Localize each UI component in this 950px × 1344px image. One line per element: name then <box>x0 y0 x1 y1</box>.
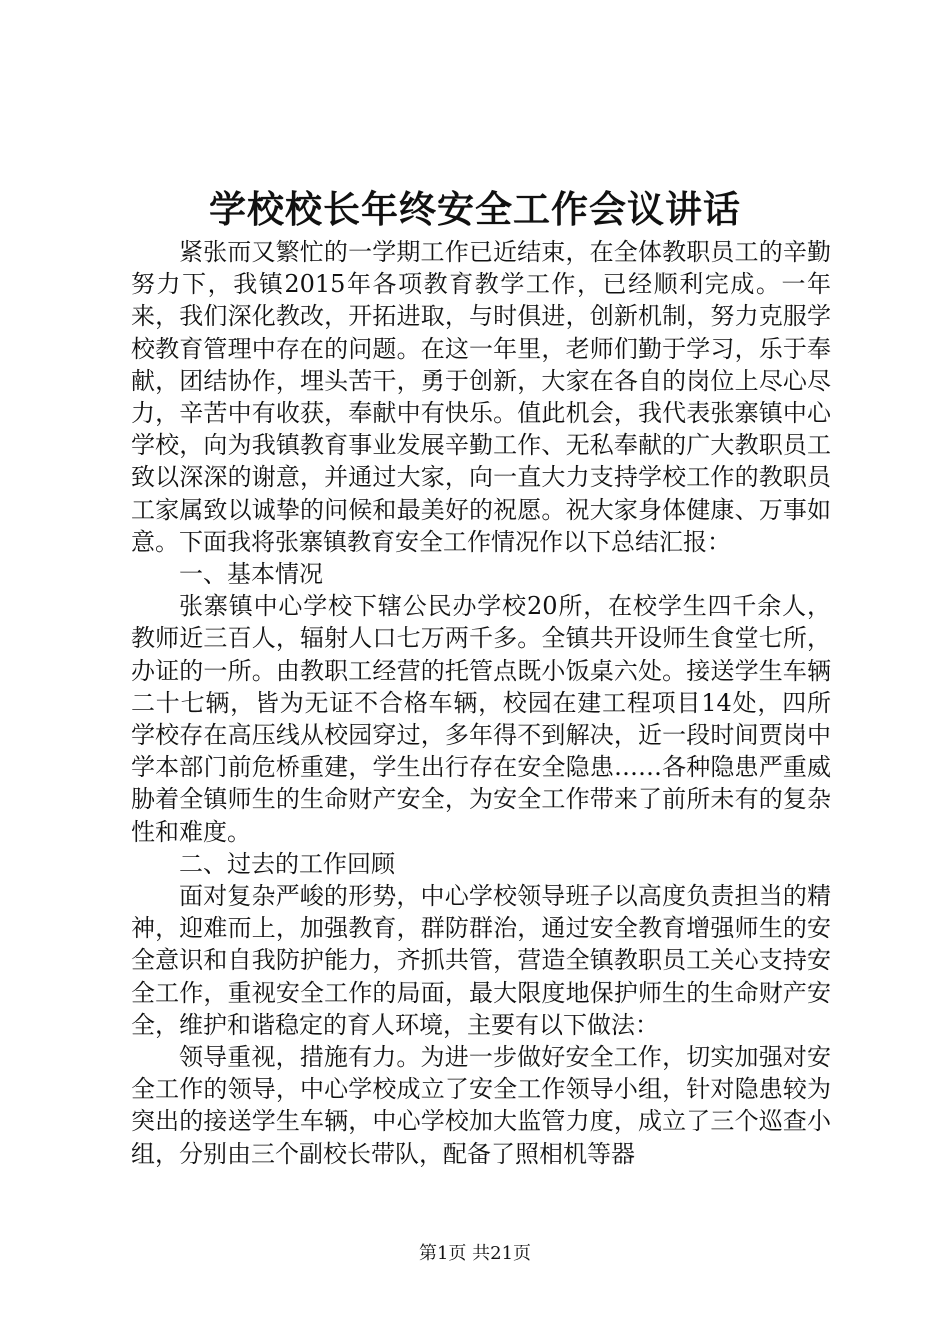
paragraph-basic-situation: 张寨镇中心学校下辖公民办学校20所，在校学生四千余人，教师近三百人，辐射人口七万两千多。全镇共开设师生食堂七所，办证的一所。由教职工经营的托管点既小饭桌六处。接送学生车辆二十七辆，皆为无证不合格车辆，校园在建工程项目14处，四所学校存在高压线从校园穿过，多年得不到解决，近一段时间贾岗中学本部门前危桥重建，学生出行存在安全隐患……各种隐患严重威胁着全镇师生的生命财产安全，为安全工作带来了前所未有的复杂性和难度。 <box>131 592 831 846</box>
section-heading-review: 二、过去的工作回顾 <box>179 849 395 878</box>
paragraph-leadership: 领导重视，措施有力。为进一步做好安全工作，切实加强对安全工作的领导，中心学校成立了安全工作领导小组，针对隐患较为突出的接送学生车辆，中心学校加大监管力度，成立了三个巡查小组，分别由三个副校长带队，配备了照相机等器 <box>131 1043 831 1168</box>
document-body <box>131 236 831 1170</box>
paragraph-intro: 紧张而又繁忙的一学期工作已近结束，在全体教职员工的辛勤努力下，我镇2015年各项教育教学工作，已经顺利完成。一年来，我们深化教改，开拓进取，与时俱进，创新机制，努力克服学校教育管理中存在的问题。在这一年里，老师们勤于学习，乐于奉献，团结协作，埋头苦干，勇于创新，大家在各自的岗位上尽心尽力，辛苦中有收获，奉献中有快乐。值此机会，我代表张寨镇中心学校，向为我镇教育事业发展辛勤工作、无私奉献的广大教职员工致以深深的谢意，并通过大家，向一直大力支持学校工作的教职员工家属致以诚挚的问候和最美好的祝愿。祝大家身体健康、万事如意。下面我将张寨镇教育安全工作情况作以下总结汇报： <box>131 238 831 556</box>
paragraph-review: 面对复杂严峻的形势，中心学校领导班子以高度负责担当的精神，迎难而上，加强教育，群防群治，通过安全教育增强师生的安全意识和自我防护能力，齐抓共管，营造全镇教职员工关心支持安全工作，重视安全工作的局面，最大限度地保护师生的生命财产安全，维护和谐稳定的育人环境，主要有以下做法： <box>131 882 831 1039</box>
document-title: 学校校长年终安全工作会议讲话 <box>209 187 741 231</box>
page-footer: 第1页 共21页 <box>418 1243 532 1264</box>
section-heading-basic: 一、基本情况 <box>179 560 323 589</box>
